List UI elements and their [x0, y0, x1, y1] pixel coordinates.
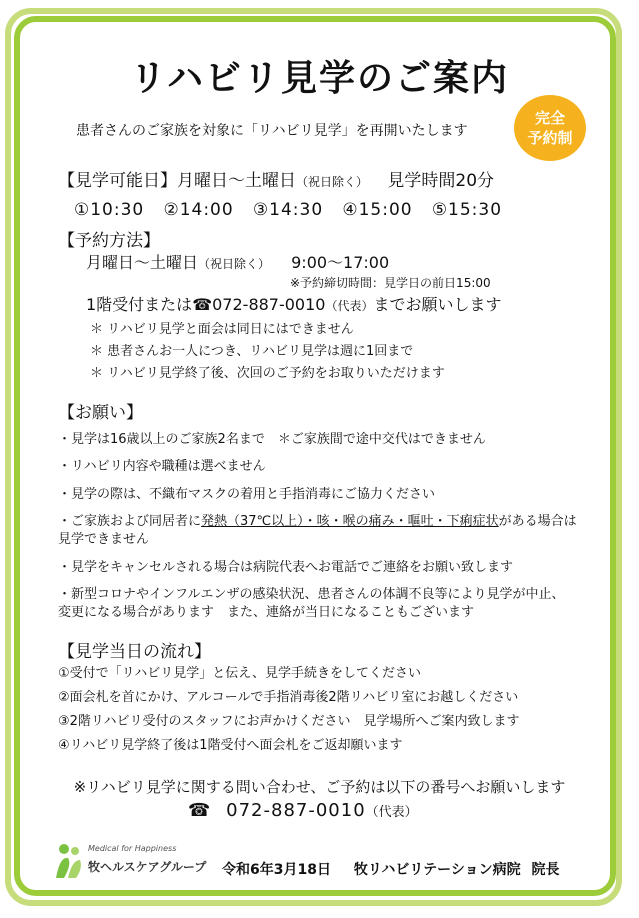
phone-icon: ☎: [188, 800, 211, 821]
logo-name: 牧ヘルスケアグループ: [88, 860, 207, 874]
symptoms-tail: がある場合は: [498, 514, 577, 529]
request-item: ・新型コロナやインフルエンザの感染状況、患者さんの体調不良等により見学が中止、: [58, 587, 565, 602]
request-item-symptoms: [58, 510, 577, 529]
footer-phone: 072-887-0010: [226, 800, 366, 821]
request-item: ・見学の際は、不織布マスクの着用と手指消毒にご協力ください: [58, 487, 436, 502]
flow-step: ①受付で「リハビリ見学」と伝え、見学手続きをしてください: [58, 666, 422, 681]
footer-question: ※リハビリ見学に関する問い合わせ、ご予約は以下の番号へお願いします: [73, 778, 566, 796]
badge-line1: 完全: [534, 109, 565, 127]
flow-step: ④リハビリ見学終了後は1階受付へ面会札をご返却願います: [58, 738, 403, 753]
page-title: リハビリ見学のご案内: [130, 58, 509, 99]
reserve-contact: [86, 292, 502, 315]
logo-tagline: Medical for Happiness: [88, 844, 177, 853]
signer-role: 院長: [531, 862, 560, 878]
hospital-name: 牧リハビリテーション病院: [353, 862, 521, 878]
reserve-heading: 【予約方法】: [58, 231, 160, 251]
reserve-hours: 9:00～17:00: [291, 253, 390, 272]
people-logo-icon: [54, 842, 84, 880]
request-item: ・見学をキャンセルされる場合は病院代表へお電話でご連絡をお願い致します: [58, 560, 514, 575]
reserve-deadline: ※予約締切時間：見学日の前日15:00: [290, 276, 491, 290]
intro-text: 患者さんのご家族を対象に「リハビリ見学」を再開いたします: [76, 123, 468, 139]
time-slot: ②14:00: [163, 200, 234, 220]
reserve-note: （祝日除く）: [198, 257, 271, 271]
issue-date: 令和6年3月18日: [222, 862, 331, 878]
symptoms-lead: ・ご家族および同居者に: [58, 514, 202, 529]
badge-line2: 予約制: [527, 129, 573, 147]
request-item: ・見学は16歳以上のご家族2名まで ＊ご家族間で途中交代はできません: [58, 432, 486, 447]
requests-heading: 【お願い】: [58, 403, 143, 423]
time-slot: ①10:30: [74, 200, 145, 220]
request-item: ・リハビリ内容や職種は選べません: [58, 459, 266, 474]
reserve-note-item: ＊ リハビリ見学と面会は同日にはできません: [90, 322, 354, 337]
reservation-badge: [514, 95, 586, 161]
reserve-note-item: ＊ リハビリ見学終了後、次回のご予約をお取りいただけます: [90, 366, 445, 381]
request-item: 変更になる場合があります また、連絡が当日になることもございます: [58, 605, 475, 620]
available-row: [58, 166, 494, 191]
contact-suffix: までお願いします: [373, 295, 502, 314]
time-slots: [74, 200, 502, 220]
footer-rep: （代表）: [365, 805, 418, 820]
available-days: 月曜日～土曜日: [177, 171, 296, 191]
flow-step: ③2階リハビリ受付のスタッフにお声かけください 見学場所へご案内致します: [58, 714, 520, 729]
reserve-note-item: ＊ 患者さんお一人につき、リハビリ見学は週に1回まで: [90, 344, 414, 359]
time-slot: ④15:00: [342, 200, 413, 220]
contact-prefix: 1階受付または: [86, 295, 193, 314]
available-note: （祝日除く）: [296, 175, 369, 189]
flow-heading: 【見学当日の流れ】: [58, 642, 211, 662]
signature-line: [222, 859, 559, 879]
flow-step: ②面会札を首にかけ、アルコールで手指消毒後2階リハビリ室にお越しください: [58, 690, 519, 705]
reserve-phone: 072-887-0010: [212, 295, 326, 314]
symptoms-list: 発熱（37℃以上）・咳・喉の痛み・嘔吐・下痢症状: [201, 514, 499, 529]
time-slot: ③14:30: [252, 200, 324, 220]
phone-icon: ☎: [192, 295, 213, 314]
footer-phone-row: [188, 800, 418, 821]
visit-duration: 見学時間20分: [387, 171, 495, 191]
time-slot: ⑤15:30: [431, 200, 503, 220]
reserve-days: 月曜日～土曜日: [86, 253, 199, 272]
available-heading: 【見学可能日】: [58, 171, 177, 191]
symptoms-line2: 見学できません: [58, 532, 150, 547]
reserve-rep: （代表）: [325, 299, 374, 313]
reserve-hours-row: [86, 250, 389, 273]
